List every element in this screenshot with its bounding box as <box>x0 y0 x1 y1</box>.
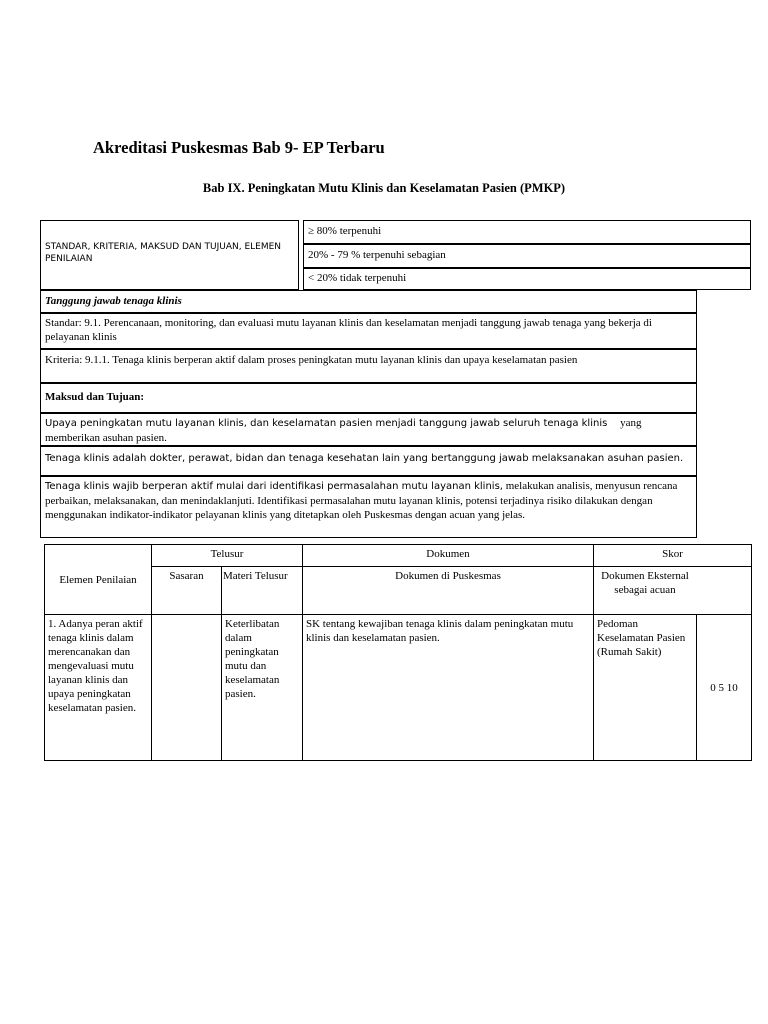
section-title: Tanggung jawab tenaga klinis <box>45 295 182 307</box>
skor-cell: 0 5 10 <box>697 615 752 761</box>
maksud-1-yang: yang <box>620 417 642 429</box>
dok-puskesmas-header: Dokumen di Puskesmas <box>303 567 594 615</box>
maksud-3-sans: Tenaga klinis wajib berperan aktif mulai dari identifikasi permasalahan mutu layanan klinis, <box>45 481 503 492</box>
sasaran-cell <box>152 615 222 761</box>
header-label: STANDAR, KRITERIA, MAKSUD DAN TUJUAN, ELEMEN PENILAIAN <box>45 242 282 264</box>
dokumen-header: Dokumen <box>303 545 594 567</box>
skor-header: Skor <box>594 545 752 567</box>
section-title-cell <box>40 290 697 313</box>
kriteria-cell <box>40 349 697 383</box>
elemen-cell: 1. Adanya peran aktif tenaga klinis dalam merencanakan dan mengevaluasi mutu layanan klinis dan upaya peningkatan keselamatan pasien. <box>45 615 152 761</box>
maksud-title-cell <box>40 383 697 413</box>
dok-eksternal-cell: Pedoman Keselamatan Pasien (Rumah Sakit) <box>594 615 697 761</box>
maksud-title: Maksud dan Tujuan: <box>45 391 145 403</box>
telusur-header: Telusur <box>152 545 303 567</box>
score-cell-none <box>303 268 751 290</box>
maksud-2-cell <box>40 446 697 476</box>
dok-eksternal-header: Dokumen Eksternal sebagai acuan <box>594 567 752 615</box>
maksud-1-sans: Upaya peningkatan mutu layanan klinis, dan keselamatan pasien menjadi tanggung jawab seluruh tenaga klinis <box>45 418 608 429</box>
maksud-1-rest: memberikan asuhan pasien. <box>45 432 167 444</box>
score-full: ≥ 80% terpenuhi <box>308 225 382 237</box>
materi-cell: Keterlibatan dalam peningkatan mutu dan keselamatan pasien. <box>222 615 303 761</box>
materi-header: Materi Telusur <box>222 567 303 615</box>
score-partial: 20% - 79 % terpenuhi sebagian <box>308 249 446 261</box>
score-cell-full <box>303 220 751 244</box>
assessment-table <box>44 544 752 761</box>
sasaran-header: Sasaran <box>152 567 222 615</box>
table-row <box>45 615 752 761</box>
score-none: < 20% tidak terpenuhi <box>308 272 407 284</box>
maksud-1-cell <box>40 413 697 446</box>
score-cell-partial <box>303 244 751 268</box>
page-subtitle: Bab IX. Peningkatan Mutu Klinis dan Keselamatan Pasien (PMKP) <box>202 181 566 195</box>
elemen-header: Elemen Penilaian <box>45 545 152 615</box>
maksud-3-cell <box>40 476 697 538</box>
dok-puskesmas-cell: SK tentang kewajiban tenaga klinis dalam peningkatan mutu klinis dan keselamatan pasien. <box>303 615 594 761</box>
page-title: Akreditasi Puskesmas Bab 9- EP Terbaru <box>93 138 385 157</box>
standar-cell <box>40 313 697 349</box>
maksud-3-rest: melakukan analisis, menyusun rencana perbaikan, melaksanakan, dan menindaklanjuti. Identifikasi permasalahan mutu layanan klinis, potensi terjadinya risiko dilakukan dengan menggunakan indikator-indikator pelayanan klinis yang ditetapkan oleh Puskesmas dengan acuan yang jelas. <box>45 480 678 521</box>
kriteria-text: Kriteria: 9.1.1. Tenaga klinis berperan aktif dalam proses peningkatan mutu layanan klinis dan upaya keselamatan pasien <box>45 354 578 366</box>
standar-text: Standar: 9.1. Perencanaan, monitoring, dan evaluasi mutu layanan klinis dan keselamatan menjadi tanggung jawab tenaga yang bekerja di pelayanan klinis <box>45 317 652 343</box>
header-label-cell <box>40 220 299 290</box>
maksud-2-text: Tenaga klinis adalah dokter, perawat, bidan dan tenaga kesehatan lain yang bertanggung jawab melaksanakan asuhan pasien. <box>45 453 684 464</box>
